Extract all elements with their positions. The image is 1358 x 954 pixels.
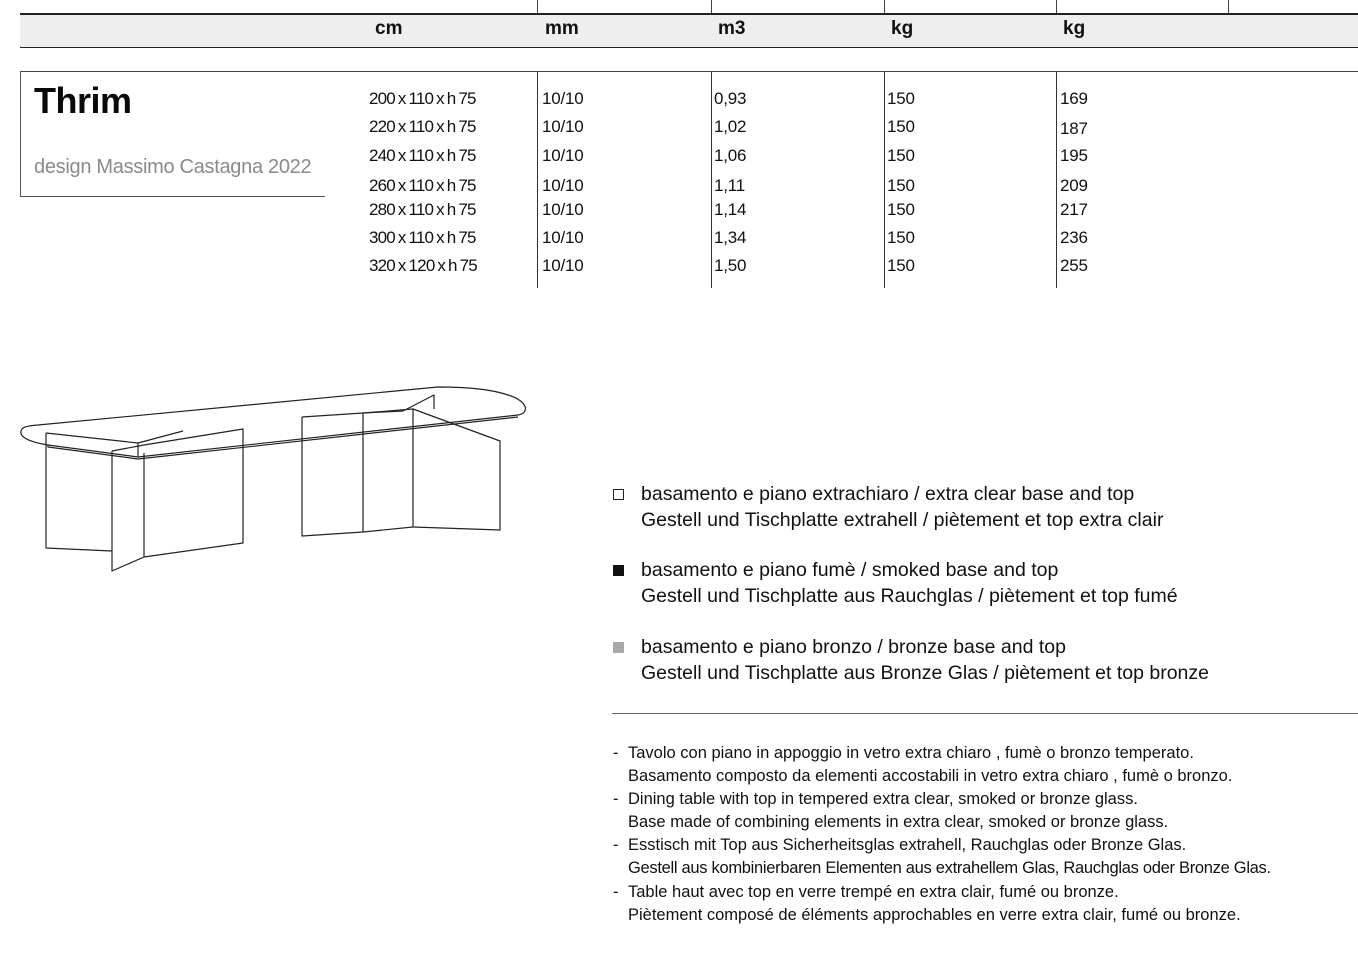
cell-volume: 1,11 xyxy=(714,176,746,195)
cell-thickness: 10/10 xyxy=(542,200,584,219)
description-line: Tavolo con piano in appoggio in vetro extra chiaro , fumè o bronzo temperato. xyxy=(628,744,1194,762)
description-line: Base made of combining elements in extra clear, smoked or bronze glass. xyxy=(628,813,1169,831)
cell-volume: 1,06 xyxy=(714,146,747,165)
legend-item-bronze xyxy=(613,634,1209,686)
designer-credit: design Massimo Castagna 2022 xyxy=(34,156,312,178)
unit-kg-gross: kg xyxy=(1063,18,1086,39)
column-divider xyxy=(711,72,712,288)
cell-thickness: 10/10 xyxy=(542,117,584,136)
description-line: Gestell aus kombinierbaren Elementen aus extrahellem Glas, Rauchglas oder Bronze Glas. xyxy=(628,859,1271,877)
cell-weight-gross: 187 xyxy=(1060,119,1088,138)
bullet-dash: - xyxy=(613,744,619,762)
description-item-it xyxy=(613,742,1232,788)
column-tick xyxy=(1056,0,1057,13)
cell-thickness: 10/10 xyxy=(542,89,584,108)
cell-volume: 1,50 xyxy=(714,256,747,275)
description-line: Table haut avec top en verre trempé en extra clair, fumé ou bronze. xyxy=(628,883,1119,901)
legend-line: basamento e piano extrachiaro / extra clear base and top xyxy=(641,483,1135,505)
column-tick xyxy=(711,0,712,13)
unit-cm: cm xyxy=(375,18,403,39)
cell-thickness: 10/10 xyxy=(542,176,584,195)
cell-weight-gross: 195 xyxy=(1060,146,1088,165)
cell-weight-gross: 209 xyxy=(1060,176,1088,195)
cell-dimension: 220 x 110 x h 75 xyxy=(369,117,476,136)
cell-dimension: 240 x 110 x h 75 xyxy=(369,146,476,165)
units-header-band xyxy=(20,13,1358,48)
cell-dimension: 200 x 110 x h 75 xyxy=(369,89,476,108)
table-line-drawing xyxy=(18,383,530,578)
cell-weight-net: 150 xyxy=(887,176,915,195)
cell-weight-net: 150 xyxy=(887,117,915,136)
column-tick xyxy=(1228,0,1229,13)
swatch-extra-clear xyxy=(613,489,624,500)
legend-line: Gestell und Tischplatte aus Bronze Glas / piètement et top bronze xyxy=(641,662,1209,684)
cell-weight-net: 150 xyxy=(887,146,915,165)
legend-line: Gestell und Tischplatte extrahell / piètement et top extra clair xyxy=(641,509,1164,531)
description-item-en xyxy=(613,788,1168,834)
description-item-fr xyxy=(613,881,1241,927)
cell-volume: 1,34 xyxy=(714,228,747,247)
legend-line: Gestell und Tischplatte aus Rauchglas / piètement et top fumé xyxy=(641,585,1178,607)
column-divider xyxy=(1056,72,1057,288)
cell-weight-gross: 255 xyxy=(1060,256,1088,275)
cell-thickness: 10/10 xyxy=(542,256,584,275)
cell-weight-gross: 169 xyxy=(1060,89,1088,108)
bullet-dash: - xyxy=(613,883,619,901)
cell-dimension: 320 x 120 x h 75 xyxy=(369,256,477,275)
unit-m3: m3 xyxy=(718,18,746,39)
column-divider xyxy=(537,72,538,288)
bullet-dash: - xyxy=(613,790,619,808)
column-divider xyxy=(884,72,885,288)
legend-line: basamento e piano bronzo / bronze base and top xyxy=(641,636,1066,658)
cell-thickness: 10/10 xyxy=(542,228,584,247)
cell-weight-gross: 217 xyxy=(1060,200,1088,219)
column-tick xyxy=(537,0,538,13)
cell-dimension: 260 x 110 x h 75 xyxy=(369,176,476,195)
cell-dimension: 280 x 110 x h 75 xyxy=(369,200,476,219)
cell-volume: 0,93 xyxy=(714,89,747,108)
legend-item-extra-clear xyxy=(613,481,1163,533)
description-line: Piètement composé de éléments approchables en verre extra clair, fumé ou bronze. xyxy=(628,906,1241,924)
swatch-bronze xyxy=(613,642,624,653)
legend-item-smoked xyxy=(613,557,1178,609)
cell-dimension: 300 x 110 x h 75 xyxy=(369,228,476,247)
description-item-de xyxy=(613,834,1271,880)
bullet-dash: - xyxy=(613,836,619,854)
description-line: Dining table with top in tempered extra clear, smoked or bronze glass. xyxy=(628,790,1138,808)
column-tick xyxy=(884,0,885,13)
legend-line: basamento e piano fumè / smoked base and top xyxy=(641,559,1059,581)
cell-weight-net: 150 xyxy=(887,89,915,108)
description-line: Esstisch mit Top aus Sicherheitsglas extrahell, Rauchglas oder Bronze Glas. xyxy=(628,836,1187,854)
cell-volume: 1,02 xyxy=(714,117,747,136)
unit-mm: mm xyxy=(545,18,579,39)
product-name: Thrim xyxy=(34,80,132,121)
cell-weight-net: 150 xyxy=(887,200,915,219)
swatch-smoked xyxy=(613,565,624,576)
cell-weight-net: 150 xyxy=(887,228,915,247)
description-divider xyxy=(612,713,1358,714)
cell-weight-gross: 236 xyxy=(1060,228,1088,247)
cell-weight-net: 150 xyxy=(887,256,915,275)
description-line: Basamento composto da elementi accostabili in vetro extra chiaro , fumè o bronzo. xyxy=(628,767,1233,785)
cell-volume: 1,14 xyxy=(714,200,747,219)
cell-thickness: 10/10 xyxy=(542,146,584,165)
unit-kg-net: kg xyxy=(891,18,914,39)
